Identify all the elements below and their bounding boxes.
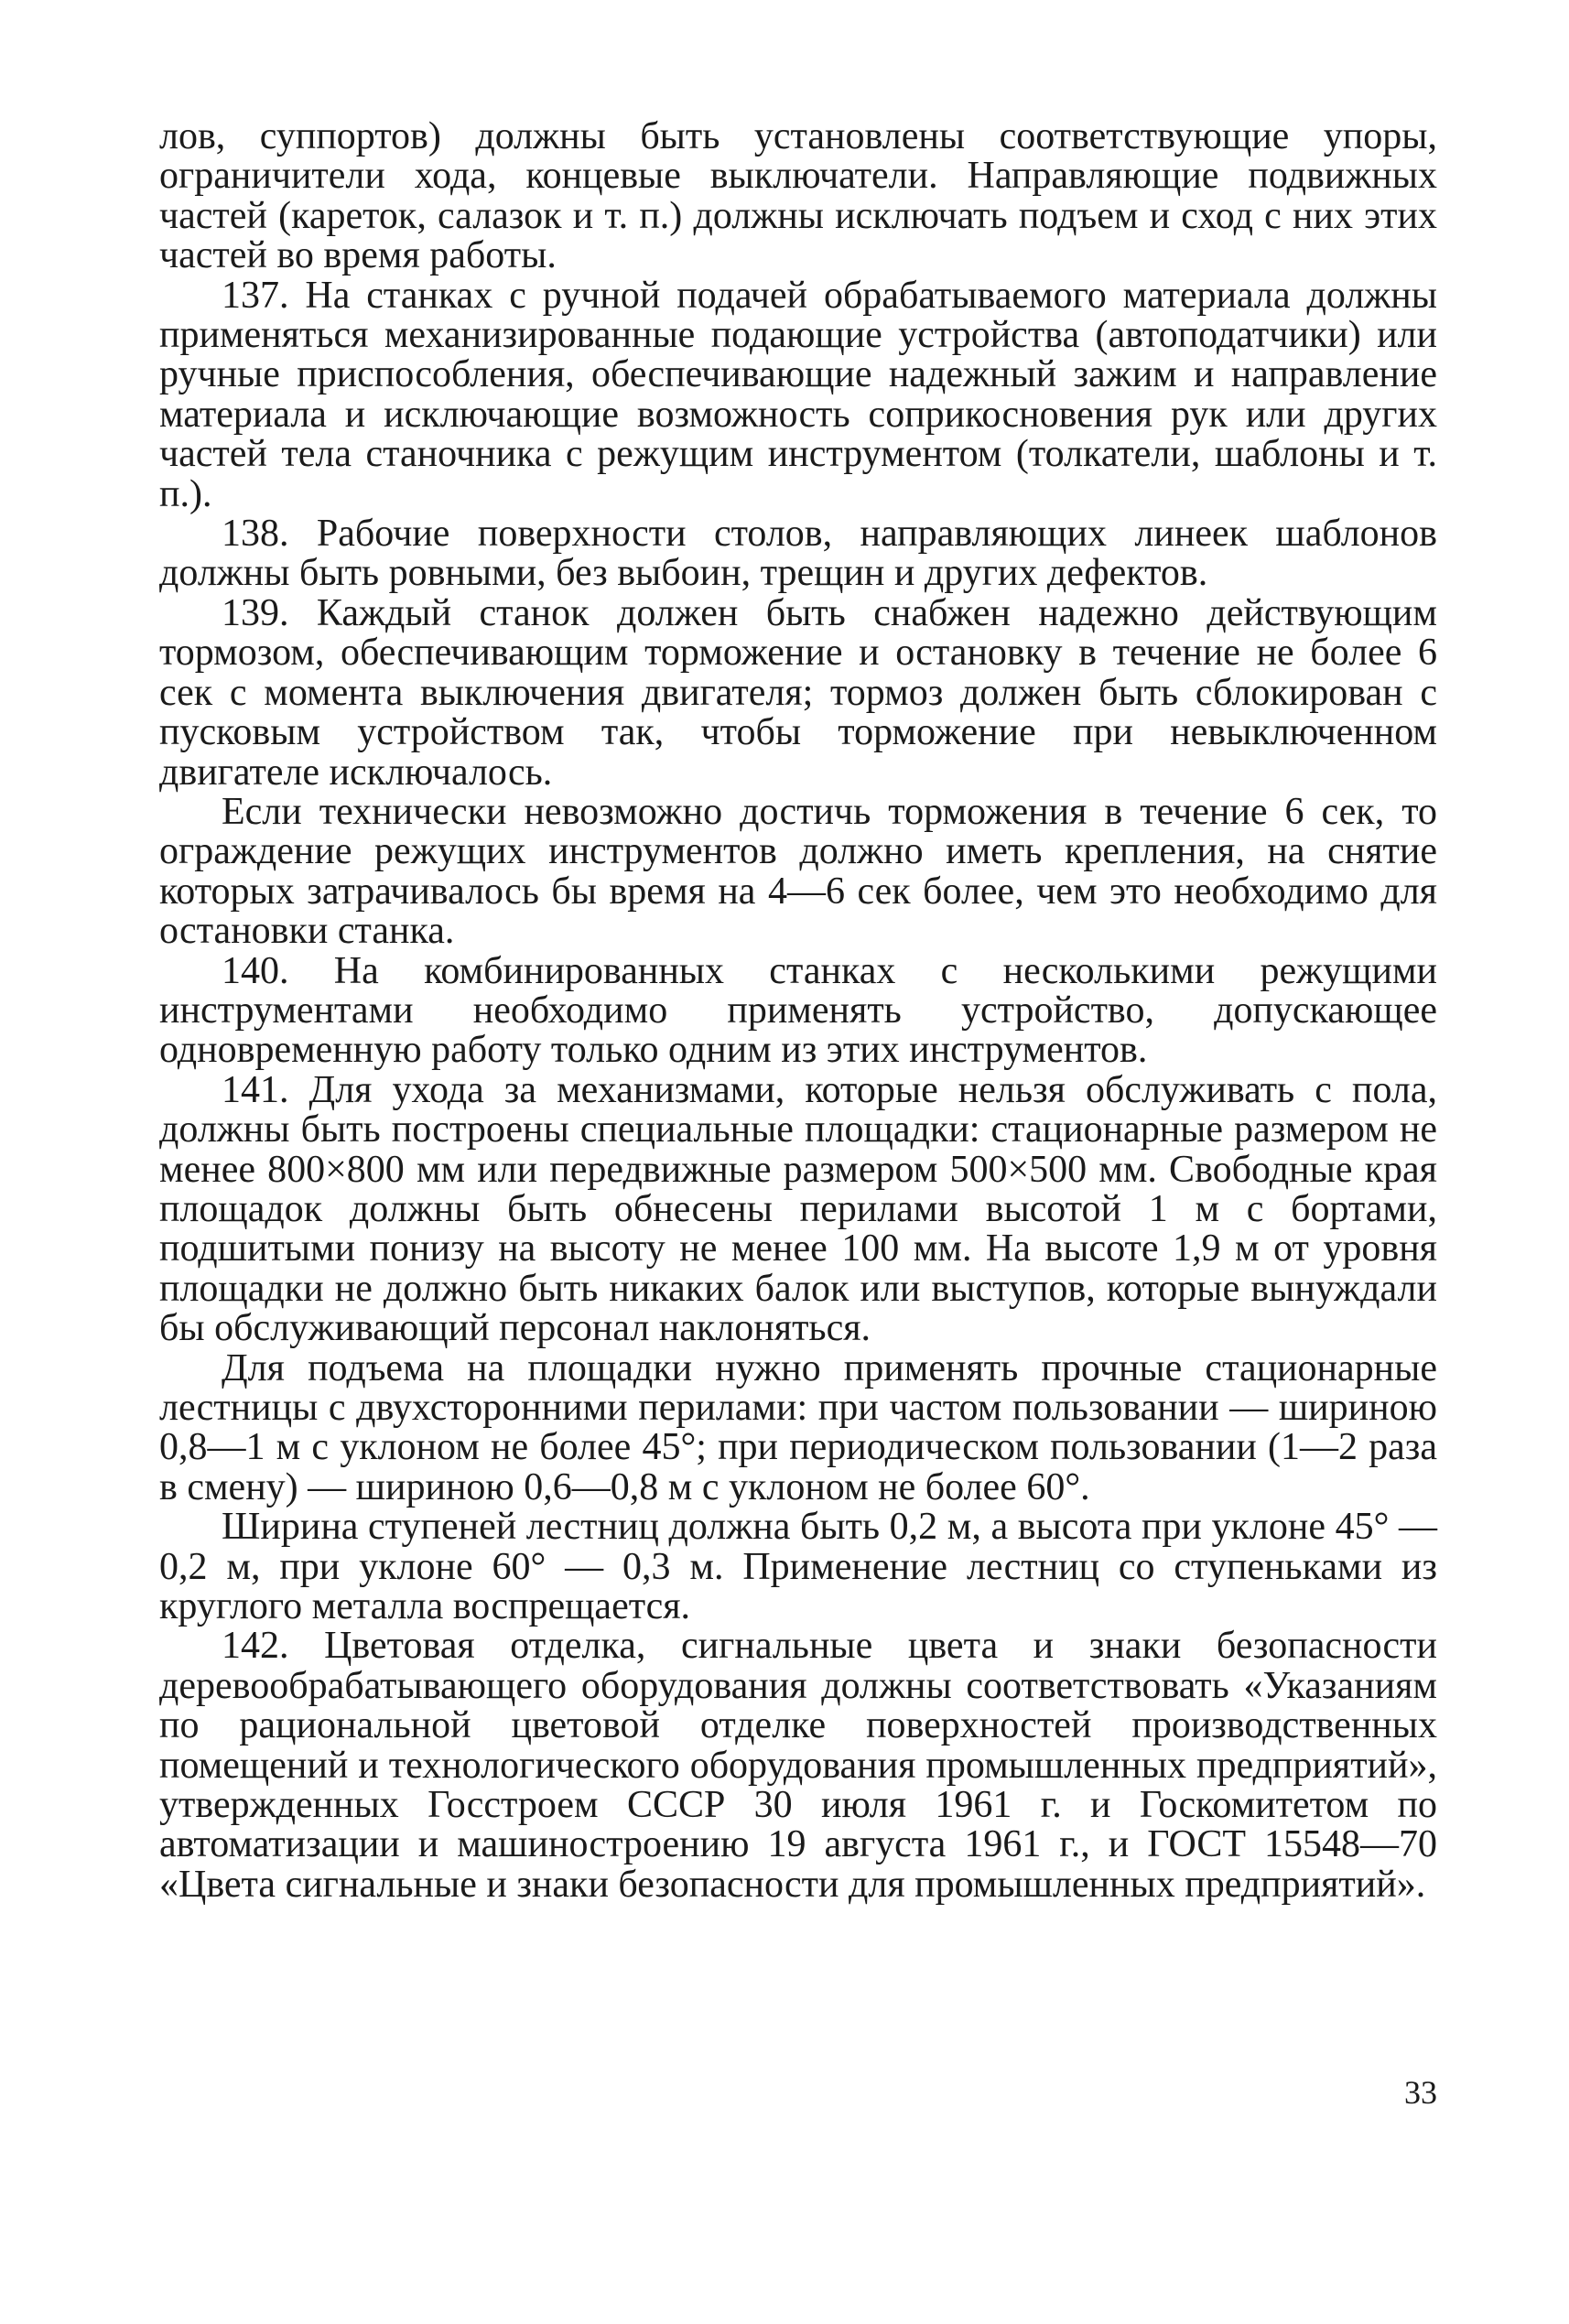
paragraph-141-steps: Ширина ступеней лестниц должна быть 0,2 м, а высота при уклоне 45° — 0,2 м, при уклоне 60° — 0,3 м. Применение лестниц со ступеньками из круглого металла воспрещается. — [159, 1506, 1437, 1628]
paragraph-137: 137. На станках с ручной подачей обрабатываемого материала должны применяться механизированные подающие устройства (автоподатчики) или ручные приспособления, обеспечивающие надежный зажим и направление материала и исключающие возможность соприкосновения рук или других частей тела станочника с режущим инструментом (толкатели, шаблоны и т. п.). — [159, 274, 1437, 515]
paragraph-138: 138. Рабочие поверхности столов, направляющих линеек шаблонов должны быть ровными, без выбоин, трещин и других дефектов. — [159, 513, 1437, 595]
paragraph-continuation: лов, суппортов) должны быть установлены соответствующие упоры, ограничители хода, концевые выключатели. Направляющие подвижных частей (кареток, салазок и т. п.) должны исключать подъем и сход с них этих частей во время работы. — [159, 115, 1437, 277]
document-page — [159, 117, 1437, 1905]
paragraph-141-stairs: Для подъема на площадки нужно применять прочные стационарные лестницы с двухсторонними перилами: при частом пользовании — шириною 0,8—1 м с уклоном не более 45°; при периодическом пользовании (1—2 раза в смену) — шириною 0,6—0,8 м с уклоном не более 60°. — [159, 1346, 1437, 1508]
paragraph-139-note: Если технически невозможно достичь торможения в течение 6 сек, то ограждение режущих инструментов должно иметь крепления, на снятие которых затрачивалось бы время на 4—6 сек более, чем это необходимо для остановки станка. — [159, 790, 1437, 953]
paragraph-141: 141. Для ухода за механизмами, которые нельзя обслуживать с пола, должны быть построены специальные площадки: стационарные размером не менее 800×800 мм или передвижные размером 500×500 мм. Свободные края площадок должны быть обнесены перилами высотой 1 м с бортами, подшитыми понизу на высоту не менее 100 мм. На высоте 1,9 м от уровня площадки не должно быть никаких балок или выступов, которые вынуждали бы обслуживающий персонал наклоняться. — [159, 1068, 1437, 1350]
paragraph-142: 142. Цветовая отделка, сигнальные цвета и знаки безопасности деревообрабатывающего оборудования должны соответствовать «Указаниям по рациональной цветовой отделке поверхностей производственных помещений и технологического оборудования промышленных предприятий», утвержденных Госстроем СССР 30 июля 1961 г. и Госкомитетом по автоматизации и машиностроению 19 августа 1961 г., и ГОСТ 15548—70 «Цвета сигнальные и знаки безопасности для промышленных предприятий». — [159, 1625, 1437, 1906]
paragraph-140: 140. На комбинированных станках с несколькими режущими инструментами необходимо применять устройство, допускающее одновременную работу только одним из этих инструментов. — [159, 949, 1437, 1072]
paragraph-139: 139. Каждый станок должен быть снабжен надежно действующим тормозом, обеспечивающим торможение и остановку в течение не более 6 сек с момента выключения двигателя; тормоз должен быть сблокирован с пусковым устройством так, чтобы торможение при невыключенном двигателе исключалось. — [159, 591, 1437, 794]
page-number: 33 — [1404, 2074, 1437, 2111]
